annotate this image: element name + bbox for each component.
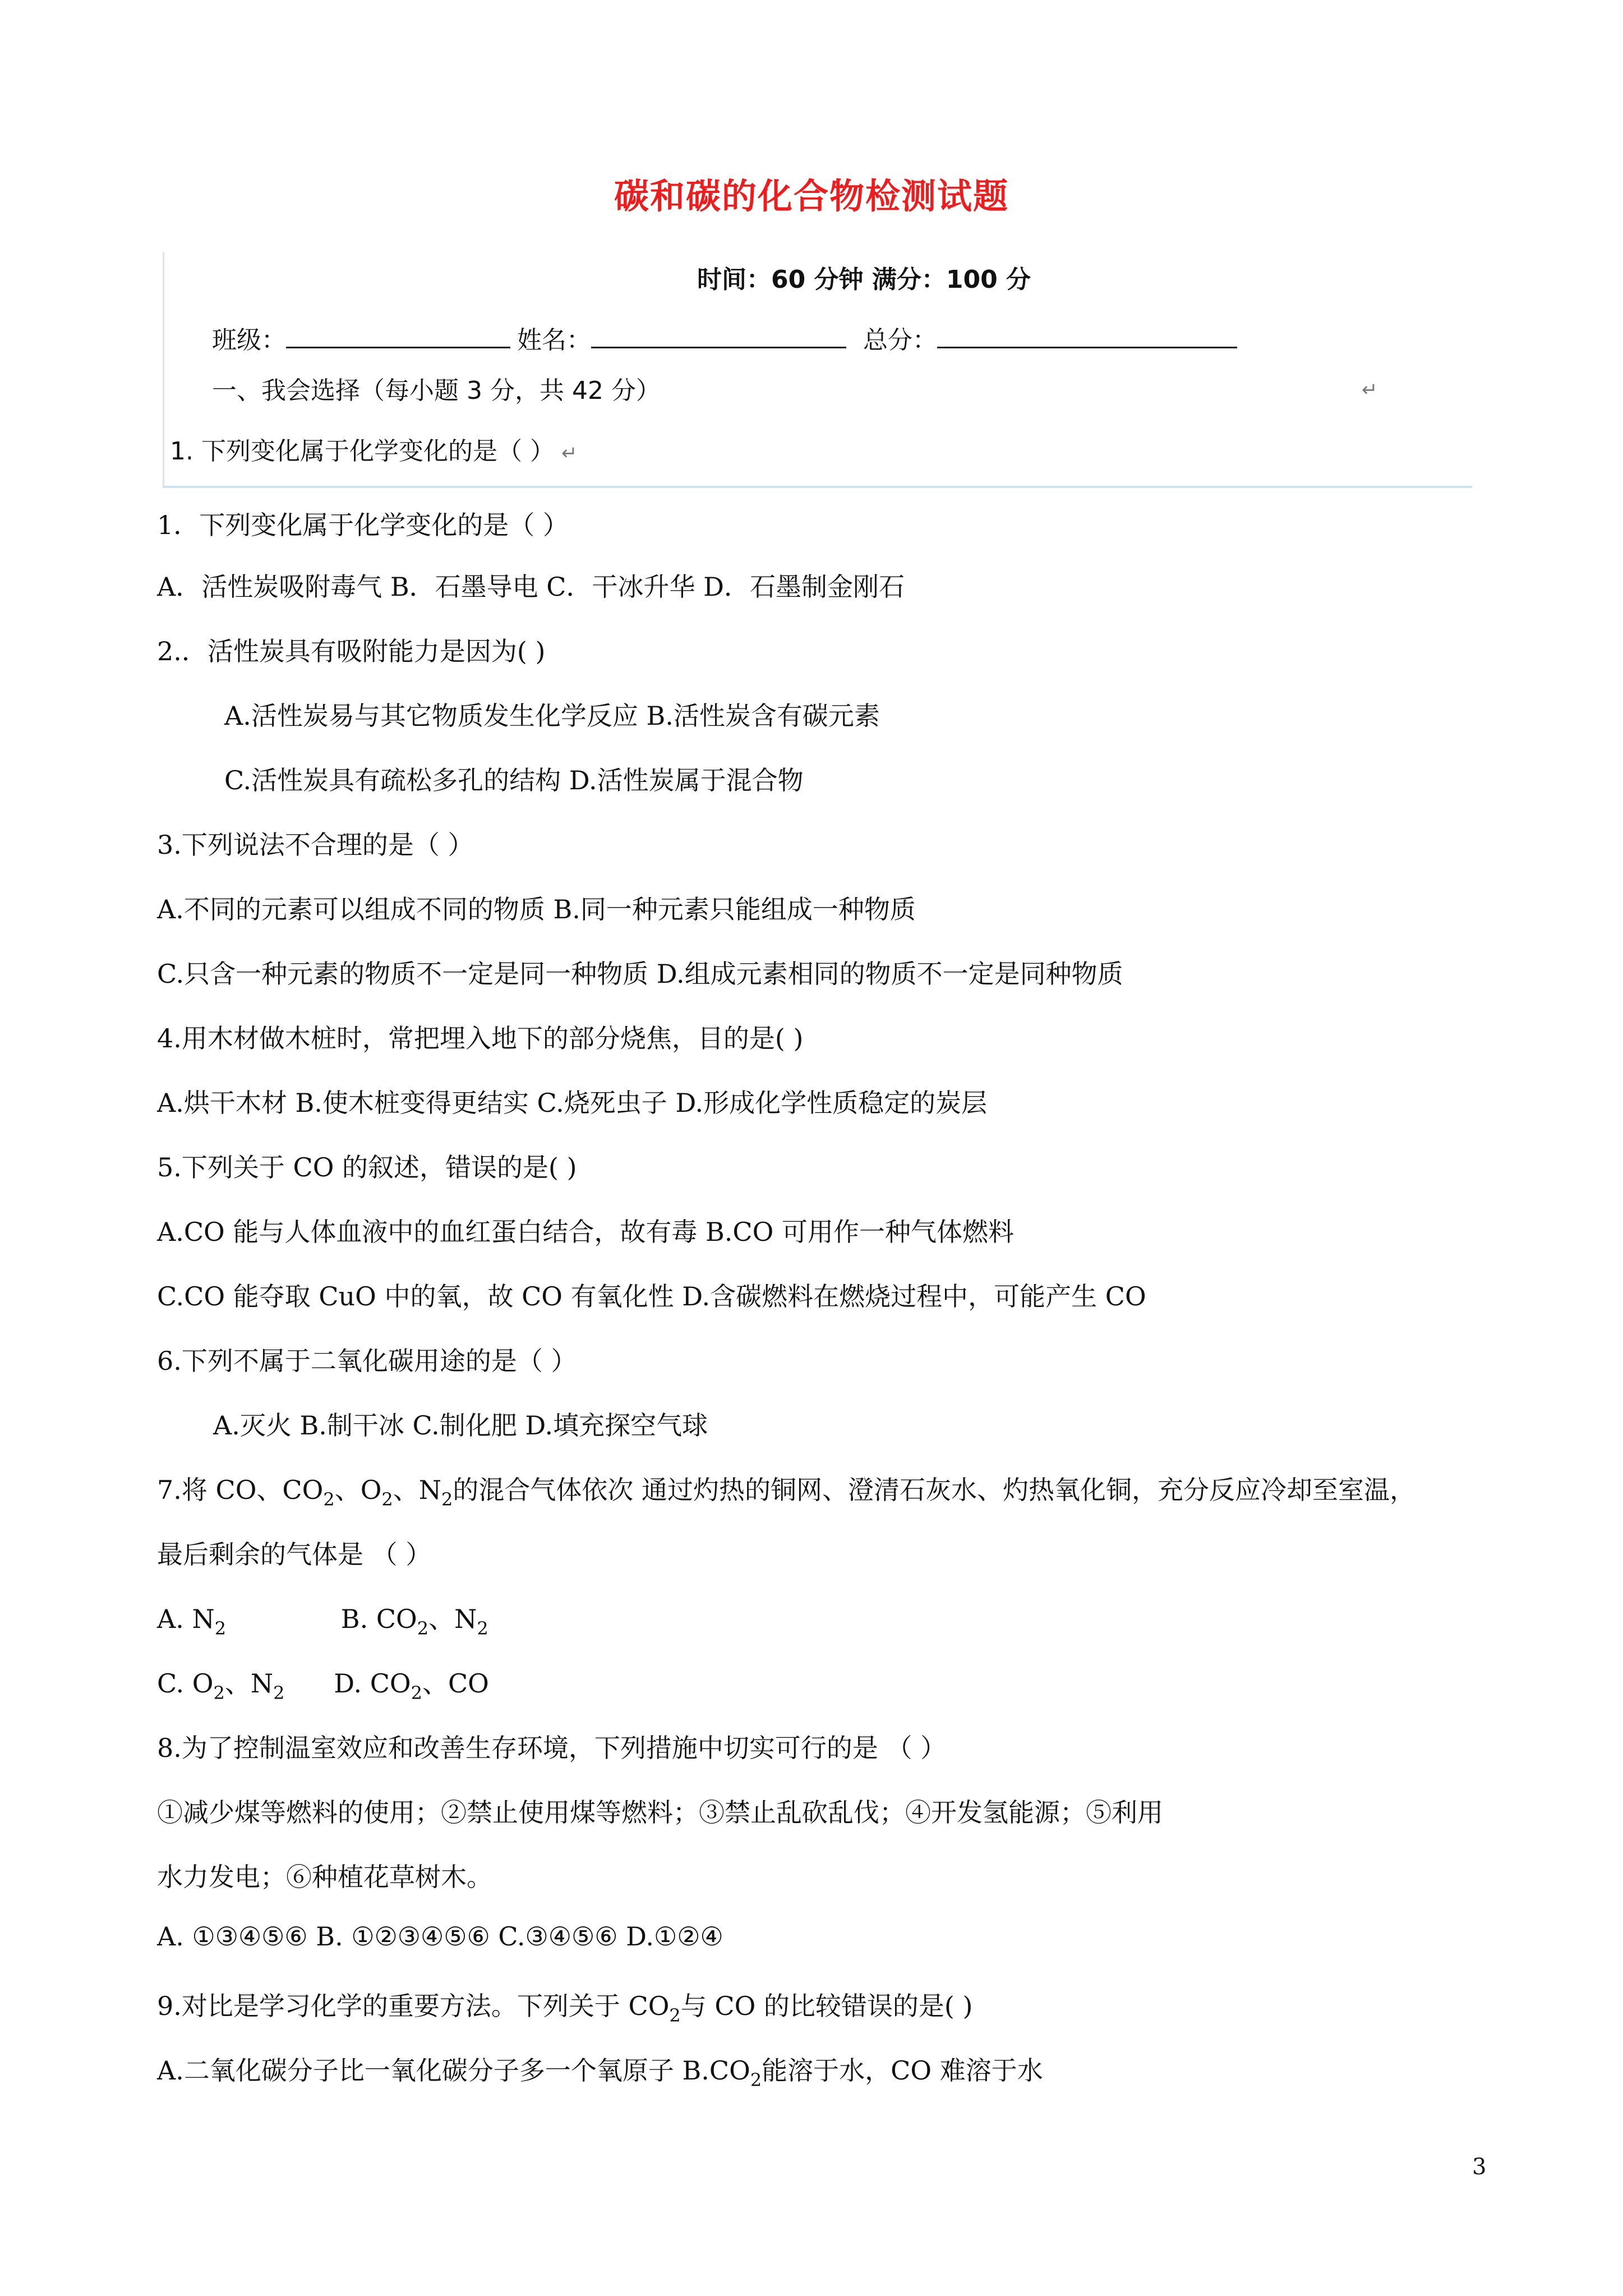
- question-4-options: A.烘干木材 B.使木桩变得更结实 C.烧死虫子 D.形成化学性质稳定的炭层: [157, 1088, 988, 1118]
- q9-opt-a: A.二氧化碳分子比一氧化碳分子多一个氧原子 B.CO: [157, 2055, 750, 2086]
- q7-text-b: 、O: [334, 1475, 382, 1505]
- question-8-options: A. ①③④⑤⑥ B. ①②③④⑤⑥ C.③④⑤⑥ D.①②④: [157, 1921, 723, 1952]
- question-9: [157, 1986, 973, 2026]
- question-3-options-ab: A.不同的元素可以组成不同的物质 B.同一种元素只能组成一种物质: [157, 894, 916, 924]
- q7-opt-sub-1: 2: [214, 1618, 227, 1639]
- question-1: 1．下列变化属于化学变化的是（ ）: [157, 510, 569, 540]
- q7-text-a: 7.将 CO、CO: [157, 1475, 324, 1505]
- q7-opt-c: C. O: [157, 1668, 214, 1699]
- screenshot-question: [170, 431, 577, 467]
- q7-sub-3: 2: [441, 1489, 453, 1510]
- score-blank: [937, 324, 1237, 348]
- return-mark: ↵: [1362, 379, 1378, 401]
- q7-text-d: 的混合气体依次 通过灼热的铜网、澄清石灰水、灼热氧化铜，充分反应冷却至室温，: [453, 1475, 1415, 1505]
- section-heading: 一、我会选择（每小题 3 分，共 42 分）: [212, 376, 661, 405]
- question-8-measures: ①减少煤等燃料的使用；②禁止使用煤等燃料；③禁止乱砍乱伐；④开发氢能源；⑤利用: [157, 1797, 1163, 1828]
- q7-opt-b: B. CO: [226, 1604, 417, 1634]
- question-6: 6.下列不属于二氧化碳用途的是（ ）: [157, 1346, 577, 1376]
- return-mark-2: ↵: [561, 442, 578, 464]
- question-7: [157, 1470, 1415, 1510]
- q7-opt-sub-2: 2: [417, 1618, 429, 1639]
- q7-sub-1: 2: [323, 1489, 335, 1510]
- class-blank: [286, 324, 510, 348]
- score-label: 总分：: [863, 326, 937, 355]
- screenshot-question-text: 1. 下列变化属于化学变化的是（ ）: [170, 437, 555, 466]
- q7-opt-d: D. CO: [284, 1668, 411, 1699]
- q9-sub-2: 2: [750, 2069, 762, 2091]
- q7-opt-sub-4: 2: [213, 1682, 225, 1704]
- q7-opt-d2: 、CO: [422, 1668, 489, 1699]
- q7-opt-sub-5: 2: [273, 1682, 285, 1704]
- q7-opt-sub-3: 2: [477, 1618, 488, 1639]
- question-3: 3.下列说法不合理的是（ ）: [157, 830, 474, 860]
- question-4: 4.用木材做木桩时，常把埋入地下的部分烧焦，目的是( ): [157, 1023, 804, 1053]
- question-7-options-ab: [157, 1599, 488, 1639]
- class-label: 班级：: [212, 326, 286, 355]
- q9-opt-b: 能溶于水，CO 难溶于水: [762, 2055, 1043, 2086]
- name-blank: [591, 324, 846, 348]
- question-8: 8.为了控制温室效应和改善生存环境，下列措施中切实可行的是 （ ）: [157, 1733, 947, 1763]
- time-info: 时间：60 分钟 满分：100 分: [697, 265, 1031, 294]
- question-3-options-cd: C.只含一种元素的物质不一定是同一种物质 D.组成元素相同的物质不一定是同种物质: [157, 959, 1123, 989]
- q7-opt-a: A. N: [157, 1604, 215, 1634]
- question-8-measures-cont: 水力发电；⑥种植花草树木。: [157, 1862, 492, 1892]
- question-2-options-ab: A.活性炭易与其它物质发生化学反应 B.活性炭含有碳元素: [224, 701, 880, 731]
- q7-opt-b2: 、N: [428, 1604, 477, 1634]
- q9-text-a: 9.对比是学习化学的重要方法。下列关于 CO: [157, 1991, 670, 2021]
- question-7-options-cd: [157, 1663, 489, 1704]
- question-5: 5.下列关于 CO 的叙述，错误的是( ): [157, 1152, 577, 1182]
- question-6-options: A.灭火 B.制干冰 C.制化肥 D.填充探空气球: [213, 1410, 708, 1441]
- question-2: 2.．活性炭具有吸附能力是因为( ): [157, 636, 546, 666]
- embedded-screenshot: [163, 252, 1472, 488]
- q7-opt-c2: 、N: [224, 1668, 274, 1699]
- q7-sub-2: 2: [381, 1489, 393, 1510]
- question-1-options: A．活性炭吸附毒气 B．石墨导电 C．干冰升华 D．石墨制金刚石: [157, 572, 905, 602]
- q7-text-c: 、N: [393, 1475, 442, 1505]
- name-label: 姓名：: [517, 326, 591, 355]
- student-fields: [212, 320, 1244, 356]
- page-number: 3: [1472, 2154, 1487, 2180]
- question-9-options-ab: [157, 2050, 1043, 2091]
- question-5-options-cd: C.CO 能夺取 CuO 中的氧，故 CO 有氧化性 D.含碳燃料在燃烧过程中，可能产生 CO: [157, 1281, 1146, 1312]
- question-5-options-ab: A.CO 能与人体血液中的血红蛋白结合，故有毒 B.CO 可用作一种气体燃料: [157, 1217, 1014, 1247]
- q9-sub-1: 2: [669, 2005, 681, 2026]
- question-2-options-cd: C.活性炭具有疏松多孔的结构 D.活性炭属于混合物: [224, 765, 804, 795]
- page-title: 碳和碳的化合物检测试题: [614, 176, 1009, 217]
- q9-text-b: 与 CO 的比较错误的是( ): [680, 1991, 973, 2021]
- question-7-cont: 最后剩余的气体是 （ ）: [157, 1539, 432, 1570]
- q7-opt-sub-6: 2: [411, 1682, 422, 1704]
